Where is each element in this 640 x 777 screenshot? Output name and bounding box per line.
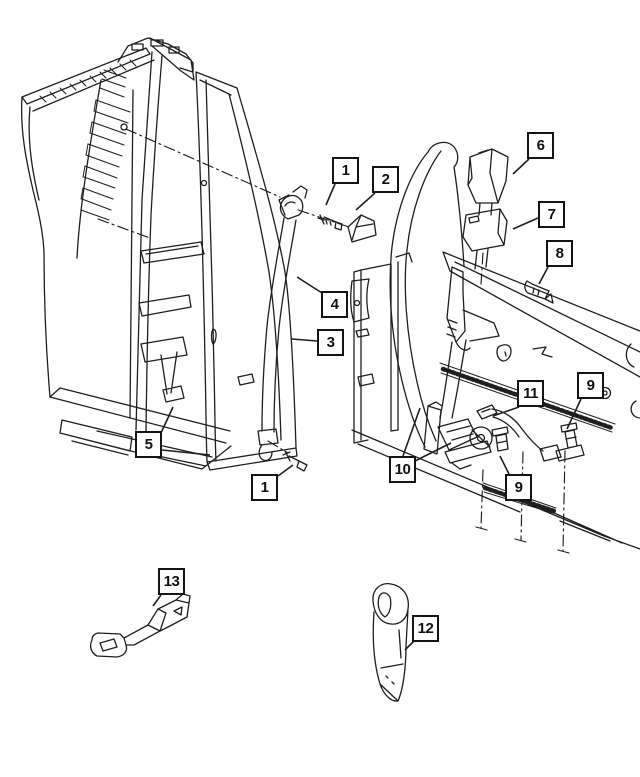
callout-box-13[interactable] [158,568,185,595]
callout-number: 5 [144,436,153,453]
callout-number: 1 [260,479,269,496]
callout-box-1[interactable] [251,474,278,501]
callout-box-1[interactable] [332,157,359,184]
callout-number: 11 [523,385,538,402]
callout-number: 7 [547,206,556,223]
callout-number: 10 [394,461,411,478]
callout-box-5[interactable] [135,431,162,458]
callout-box-6[interactable] [527,132,554,159]
callout-box-3[interactable] [317,329,344,356]
callout-box-9[interactable] [577,372,604,399]
callout-number: 2 [381,171,390,188]
callout-box-8[interactable] [546,240,573,267]
callout-number: 3 [326,334,335,351]
callout-box-12[interactable] [412,615,439,642]
callout-number: 8 [555,245,564,262]
callout-box-7[interactable] [538,201,565,228]
callout-box-4[interactable] [321,291,348,318]
callout-number: 13 [163,573,180,590]
callout-number: 9 [514,479,523,496]
callout-box-9[interactable] [505,474,532,501]
callout-box-2[interactable] [372,166,399,193]
callout-number: 12 [417,620,434,637]
callout-number: 6 [536,137,545,154]
callout-number: 9 [586,377,595,394]
callout-box-11[interactable] [517,380,544,407]
callout-number: 1 [341,162,350,179]
callout-number: 4 [330,296,339,313]
callout-box-10[interactable] [389,456,416,483]
